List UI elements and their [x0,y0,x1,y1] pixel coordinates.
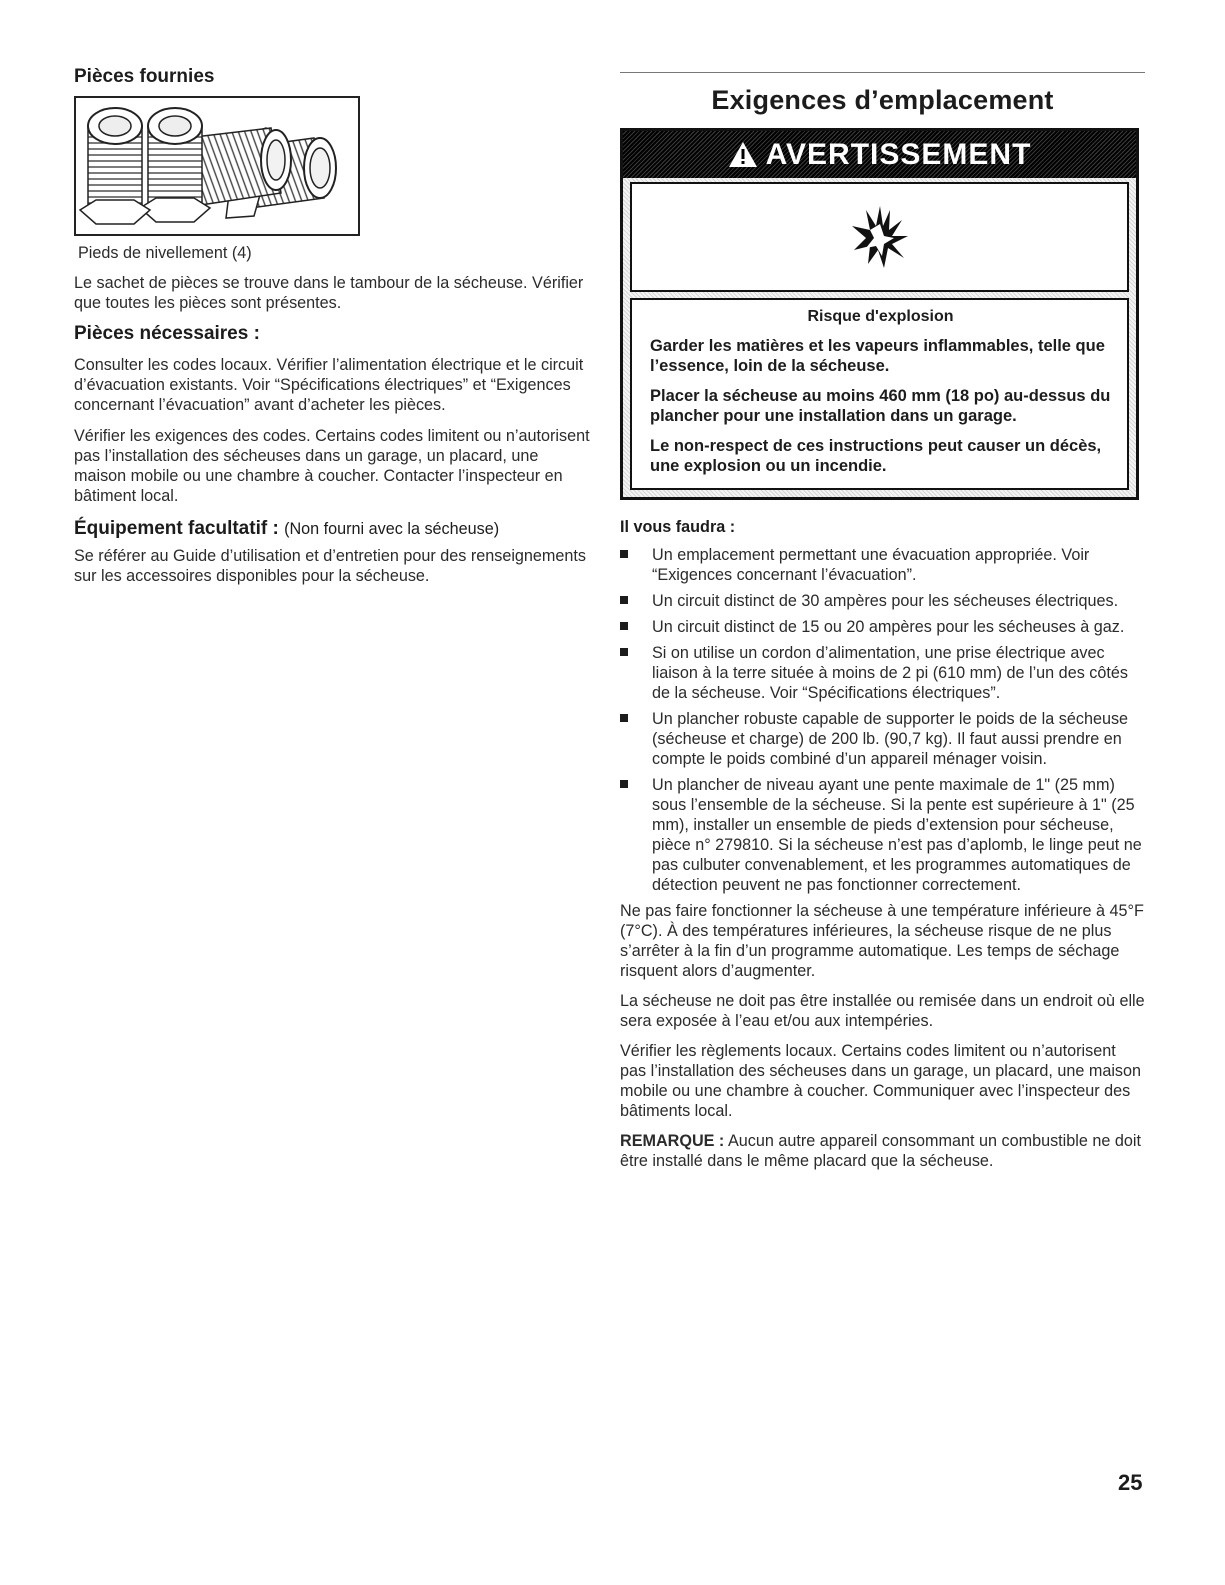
requirement-text: Si on utilise un cordon d’alimentation, une prise électrique avec liaison à la terre située à moins de 2 pi (610 mm) de l’un des côtés de la sécheuse. Voir “Spécifications électriques”. [652,644,1128,702]
parts-supplied-heading: Pièces fournies [74,66,215,87]
explosion-icon-panel [630,182,1129,292]
warning-box [620,128,1139,500]
warning-line-1: Garder les matières et les vapeurs inflammables, telle que l’essence, loin de la sécheuse. [650,337,1105,375]
local-rules-paragraph: Vérifier les règlements locaux. Certains codes limitent ou n’autorisent pas l’installation des sécheuses dans un garage, un placard, une maison mobile ou une chambre à coucher. Communiquer avec l’inspecteur des bâtiments local. [620,1042,1142,1120]
list-item [620,709,1145,769]
optional-equipment-note: (Non fourni avec la sécheuse) [284,520,500,538]
parts-caption: Pieds de nivellement (4) [78,244,252,262]
parts-needed-paragraph-2: Vérifier les exigences des codes. Certains codes limitent ou n’autorisent pas l’installation des sécheuses dans un garage, un placard, une maison mobile ou une chambre à coucher. Contacter l’inspecteur en bâtiment local. [74,427,590,505]
requirement-text: Un emplacement permettant une évacuation appropriée. Voir “Exigences concernant l’évacuation”. [652,546,1090,584]
remark-paragraph [620,1131,1145,1171]
warning-heading: AVERTISSEMENT [765,137,1032,171]
requirement-text: Un plancher robuste capable de supporter le poids de la sécheuse (sécheuse et charge) de 200 lb. (90,7 kg). Il faut aussi prendre en compte le poids combiné d’un appareil ménager voisin. [652,710,1129,768]
list-item [620,545,1145,585]
requirement-text: Un circuit distinct de 15 ou 20 ampères pour les sécheuses à gaz. [652,618,1125,636]
warning-line-3: Le non-respect de ces instructions peut causer un décès, une explosion ou un incendie. [650,437,1102,475]
warning-risk-title: Risque d'explosion [807,308,954,325]
requirement-text: Un circuit distinct de 30 ampères pour les sécheuses électriques. [652,592,1119,610]
right-column [620,66,1145,1171]
optional-equipment-paragraph: Se référer au Guide d’utilisation et d’entretien pour des renseignements sur les accessoires disponibles pour la sécheuse. [74,547,587,585]
you-will-need-heading: Il vous faudra : [620,518,736,536]
parts-needed-heading: Pièces nécessaires : [74,323,260,344]
bullet-icon [620,622,628,630]
remark-text: Aucun autre appareil consommant un combustible ne doit être installé dans le même placard que la sécheuse. [620,1132,1141,1170]
page-number: 25 [1118,1470,1143,1495]
requirement-text: Un plancher de niveau ayant une pente maximale de 1" (25 mm) sous l’ensemble de la sécheuse. Si la pente est supérieure à 1" (25 mm), installer un ensemble de pieds d’extension pour sécheuse, pièce n° 279810. Si la sécheuse n’est pas d’aplomb, le linge peut ne pas culbuter convenablement, et les programmes automatiques de détection peuvent ne pas fonctionner correctement. [652,776,1142,894]
warning-text-panel [630,298,1129,490]
bullet-icon [620,648,628,656]
optional-equipment-heading [74,518,594,540]
bullet-icon [620,780,628,788]
section-rule [620,72,1145,73]
optional-equipment-title: Équipement facultatif : [74,518,279,539]
bullet-icon [620,596,628,604]
list-item [620,643,1145,703]
list-item [620,775,1145,895]
leveling-feet-illustration [74,96,360,236]
temperature-paragraph: Ne pas faire fonctionner la sécheuse à une température inférieure à 45°F (7°C). À des températures inférieures, la sécheuse risque de ne plus s’arrêter à la fin d’un programme automatique. Les temps de séchage risquent alors d’augmenter. [620,902,1144,980]
parts-bag-paragraph: Le sachet de pièces se trouve dans le tambour de la sécheuse. Vérifier que toutes les pièces sont présentes. [74,274,584,312]
explosion-icon [850,202,910,272]
warning-triangle-icon [728,141,758,168]
bullet-icon [620,714,628,722]
list-item [620,617,1145,637]
warning-line-2: Placer la sécheuse au moins 460 mm (18 po) au-dessus du plancher pour une installation dans un garage. [650,387,1111,425]
leveling-feet-icon [76,98,358,234]
bullet-icon [620,550,628,558]
list-item [620,591,1145,611]
location-requirements-title: Exigences d’emplacement [711,85,1054,115]
left-column [74,66,594,586]
weather-paragraph: La sécheuse ne doit pas être installée ou remisée dans un endroit où elle sera exposée à l’eau et/ou aux intempéries. [620,992,1145,1030]
remark-label: REMARQUE : [620,1132,725,1150]
parts-needed-paragraph-1: Consulter les codes locaux. Vérifier l’alimentation électrique et le circuit d’évacuation existants. Voir “Spécifications électriques” et “Exigences concernant l’évacuation” avant d’acheter les pièces. [74,356,584,414]
warning-header [623,131,1136,178]
requirements-list [620,545,1145,895]
